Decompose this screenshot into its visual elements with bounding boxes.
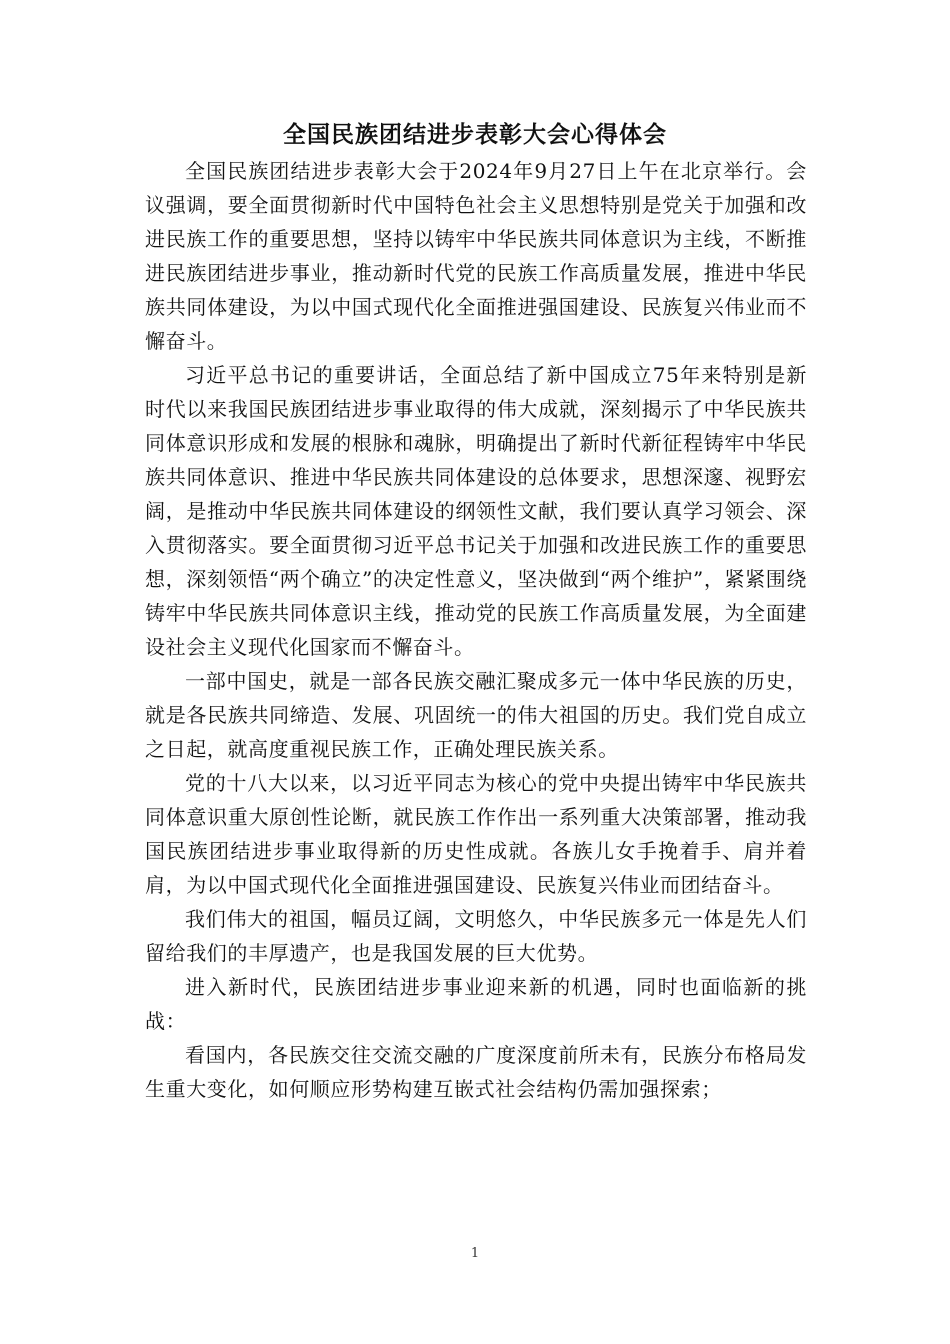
paragraph-6: 进入新时代，民族团结进步事业迎来新的机遇，同时也面临新的挑战： <box>145 975 807 1033</box>
paragraph-5: 我们伟大的祖国，幅员辽阔，文明悠久，中华民族多元一体是先人们留给我们的丰厚遗产，也是我国发展的巨大优势。 <box>145 907 807 965</box>
page-number: 1 <box>470 1246 480 1261</box>
document-body <box>145 154 807 1106</box>
paragraph-4: 党的十八大以来，以习近平同志为核心的党中央提出铸牢中华民族共同体意识重大原创性论断，就民族工作作出一系列重大决策部署，推动我国民族团结进步事业取得新的历史性成就。各族儿女手挽着手、肩并着肩，为以中国式现代化全面推进强国建设、民族复兴伟业而团结奋斗。 <box>145 771 807 897</box>
paragraph-2: 习近平总书记的重要讲话，全面总结了新中国成立75年来特别是新时代以来我国民族团结进步事业取得的伟大成就，深刻揭示了中华民族共同体意识形成和发展的根脉和魂脉，明确提出了新时代新征程铸牢中华民族共同体意识、推进中华民族共同体建设的总体要求，思想深邃、视野宏阔，是推动中华民族共同体建设的纲领性文献，我们要认真学习领会、深入贯彻落实。要全面贯彻习近平总书记关于加强和改进民族工作的重要思想，深刻领悟“两个确立”的决定性意义，坚决做到“两个维护”，紧紧围绕铸牢中华民族共同体意识主线，推动党的民族工作高质量发展，为全面建设社会主义现代化国家而不懈奋斗。 <box>145 363 807 659</box>
paragraph-1: 全国民族团结进步表彰大会于2024年9月27日上午在北京举行。会议强调，要全面贯彻新时代中国特色社会主义思想特别是党关于加强和改进民族工作的重要思想，坚持以铸牢中华民族共同体意识为主线，不断推进民族团结进步事业，推动新时代党的民族工作高质量发展，推进中华民族共同体建设，为以中国式现代化全面推进强国建设、民族复兴伟业而不懈奋斗。 <box>145 159 807 353</box>
document-title: 全国民族团结进步表彰大会心得体会 <box>283 122 667 148</box>
paragraph-3: 一部中国史，就是一部各民族交融汇聚成多元一体中华民族的历史，就是各民族共同缔造、发展、巩固统一的伟大祖国的历史。我们党自成立之日起，就高度重视民族工作，正确处理民族关系。 <box>145 669 807 761</box>
paragraph-7: 看国内，各民族交往交流交融的广度深度前所未有，民族分布格局发生重大变化，如何顺应形势构建互嵌式社会结构仍需加强探索； <box>145 1043 807 1101</box>
